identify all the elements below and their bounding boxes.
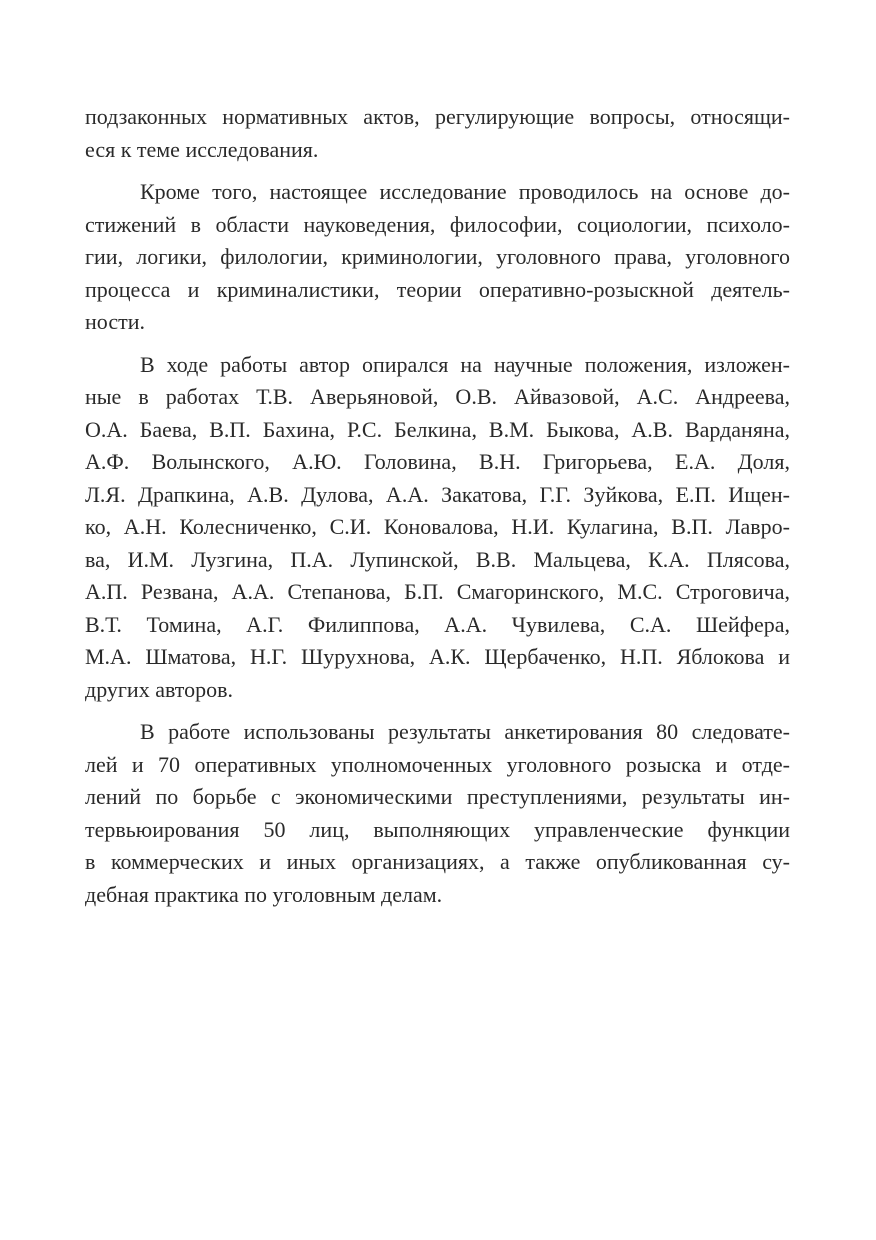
text-line: Кроме того, настоящее исследование проводилось на основе до- (140, 179, 790, 204)
text-line: в коммерческих и иных организациях, а также опубликованная су- (85, 849, 790, 874)
text-line: А.П. Резвана, А.А. Степанова, Б.П. Смагоринского, М.С. Строговича, (85, 579, 790, 604)
text-line: стижений в области науковедения, философии, социологии, психоло- (85, 211, 790, 237)
paragraph-2 (85, 176, 790, 339)
text-line: гии, логики, филологии, криминологии, уголовного права, уголовного (85, 244, 790, 269)
text-line: А.Ф. Волынского, А.Ю. Головина, В.Н. Григорьева, Е.А. Доля, (85, 449, 790, 474)
text-line: М.А. Шматова, Н.Г. Шурухнова, А.К. Щербаченко, Н.П. Яблокова и (85, 644, 790, 669)
text-line: О.А. Баева, В.П. Бахина, Р.С. Белкина, В.М. Быкова, А.В. Варданяна, (85, 416, 790, 442)
text-line: В.Т. Томина, А.Г. Филиппова, А.А. Чувилева, С.А. Шейфера, (85, 611, 790, 637)
text-line: дебная практика по уголовным делам. (85, 881, 443, 907)
document-page (85, 101, 790, 921)
text-line: еся к теме исследования. (85, 136, 319, 162)
text-line: В ходе работы автор опирался на научные положения, изложен- (140, 351, 790, 377)
text-line: процесса и криминалистики, теории оперативно-розыскной деятель- (85, 276, 790, 302)
text-line: ко, А.Н. Колесниченко, С.И. Коновалова, Н.И. Кулагина, В.П. Лавро- (85, 514, 790, 539)
text-line: лей и 70 оперативных уполномоченных уголовного розыска и отде- (85, 751, 790, 777)
text-line: тервьюирования 50 лиц, выполняющих управленческие функции (85, 816, 790, 842)
text-line: лений по борьбе с экономическими преступлениями, результаты ин- (85, 784, 790, 809)
paragraph-1 (85, 101, 790, 166)
text-line: других авторов. (85, 676, 234, 702)
text-line: Л.Я. Драпкина, А.В. Дулова, А.А. Закатова, Г.Г. Зуйкова, Е.П. Ищен- (85, 481, 790, 507)
text-line: ва, И.М. Лузгина, П.А. Лупинской, В.В. Мальцева, К.А. Плясова, (85, 546, 790, 572)
text-line: В работе использованы результаты анкетирования 80 следовате- (140, 719, 790, 744)
text-line: подзаконных нормативных актов, регулирующие вопросы, относящи- (85, 104, 790, 129)
paragraph-4 (85, 716, 790, 911)
text-line: ности. (85, 309, 145, 334)
text-line: ные в работах Т.В. Аверьяновой, О.В. Айвазовой, А.С. Андреева, (85, 384, 790, 409)
paragraph-3 (85, 349, 790, 707)
